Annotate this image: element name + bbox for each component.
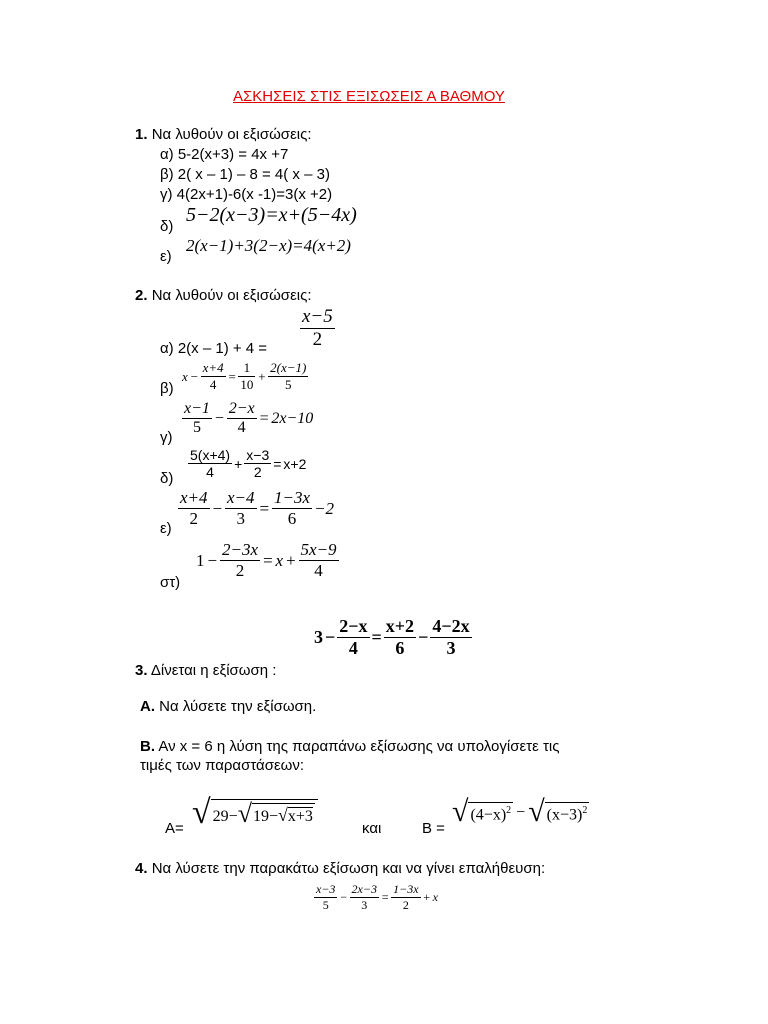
- exercise-4-prompt: Να λύσετε την παρακάτω εξίσωση και να γίνει επαλήθευση:: [151, 860, 546, 877]
- exercise-2-e-equation: $\frac{x+4}{2}$ − $\frac{x-4}{3}$ = $\frac{1-3x}{6}$ −2: [180, 488, 335, 528]
- expression-b-label: Β =: [422, 820, 445, 837]
- exercise-1-prompt: Να λυθούν οι εξισώσεις:: [151, 126, 312, 143]
- expression-a-radical: √ 29− √ 19−√x+3: [192, 796, 318, 830]
- expression-a-label: Α=: [165, 820, 184, 837]
- part-b-text-line1: Αν x = 6 η λύση της παραπάνω εξίσωσης να υπολογίσετε τις: [158, 738, 560, 755]
- exercise-2-b-label: β): [160, 380, 174, 397]
- expression-b-radical: √ $(4-x)^2$ − √ $(x-3)^2$: [452, 795, 588, 828]
- exercise-3-header: [135, 662, 276, 679]
- exercise-3-part-a: [140, 698, 316, 715]
- exercise-2-e-label: ε): [160, 520, 172, 537]
- exercise-2-g-label: γ): [160, 429, 173, 446]
- exercise-1-e-equation: 2(x−1)+3(2−x)=4(x+2): [186, 236, 351, 255]
- exercise-2-d-label: δ): [160, 470, 174, 487]
- exercise-1-b: β) 2( x – 1) – 8 = 4( x – 3): [160, 166, 330, 183]
- exercise-2-header: [135, 287, 311, 304]
- exercise-4-number: 4.: [135, 860, 148, 877]
- exercise-2-d-equation: $\frac{5(x+4)}{4}$ + $\frac{x-3}{2}$ = x+2: [190, 447, 307, 480]
- exercise-1-e-label: ε): [160, 248, 172, 265]
- exercise-2-prompt: Να λυθούν οι εξισώσεις:: [151, 287, 312, 304]
- exercise-2-a-fraction: $\frac{x-5}{2}$: [302, 306, 333, 350]
- exercise-3-equation: 3 − $\frac{2-x}{4}$ = $\frac{x+2}{6}$ − $\frac{4-2x}{3}$: [314, 616, 470, 658]
- exercise-2-g-equation: $\frac{x-1}{5}$ − $\frac{2-x}{4}$ = 2x−10: [184, 400, 314, 436]
- exercise-4-header: [135, 860, 545, 877]
- part-b-marker: Β.: [140, 738, 155, 755]
- exercise-1-g: γ) 4(2x+1)-6(x -1)=3(x +2): [160, 186, 333, 203]
- part-a-marker: Α.: [140, 698, 155, 715]
- exercise-1-d-label: δ): [160, 218, 174, 235]
- exercise-2-number: 2.: [135, 287, 148, 304]
- kai-conjunction: και: [362, 820, 382, 837]
- exercise-1-header: [135, 126, 311, 143]
- page-title: ΑΣΚΗΣΕΙΣ ΣΤΙΣ ΕΞΙΣΩΣΕΙΣ Α ΒΑΘΜΟΥ: [233, 88, 505, 105]
- exercise-1-d-equation: 5−2(x−3)=x+(5−4x): [186, 204, 357, 226]
- exercise-2-st-label: στ): [160, 574, 181, 591]
- part-a-text: Να λύσετε την εξίσωση.: [159, 698, 317, 715]
- exercise-3-number: 3.: [135, 662, 148, 679]
- exercise-1-number: 1.: [135, 126, 148, 143]
- exercise-3-prompt: Δίνεται η εξίσωση :: [150, 662, 277, 679]
- exercise-2-a-label: α) 2(x – 1) + 4 =: [160, 340, 268, 357]
- exercise-4-equation: $\frac{x-3}{5}$ − $\frac{2x-3}{3}$ = $\frac{1-3x}{2}$ + x: [316, 882, 438, 912]
- exercise-2-b-equation: x − $\frac{x+4}{4}$ = $\frac{1}{10}$ + $\frac{2(x-1)}{5}$: [182, 360, 307, 392]
- exercise-3-part-b: [140, 738, 559, 755]
- exercise-2-st-equation: 1 − $\frac{2-3x}{2}$ = x + $\frac{5x-9}{4}$: [196, 540, 337, 580]
- exercise-1-a: α) 5-2(x+3) = 4x +7: [160, 146, 289, 163]
- exercise-3-part-b-line2: τιμές των παραστάσεων:: [140, 757, 305, 774]
